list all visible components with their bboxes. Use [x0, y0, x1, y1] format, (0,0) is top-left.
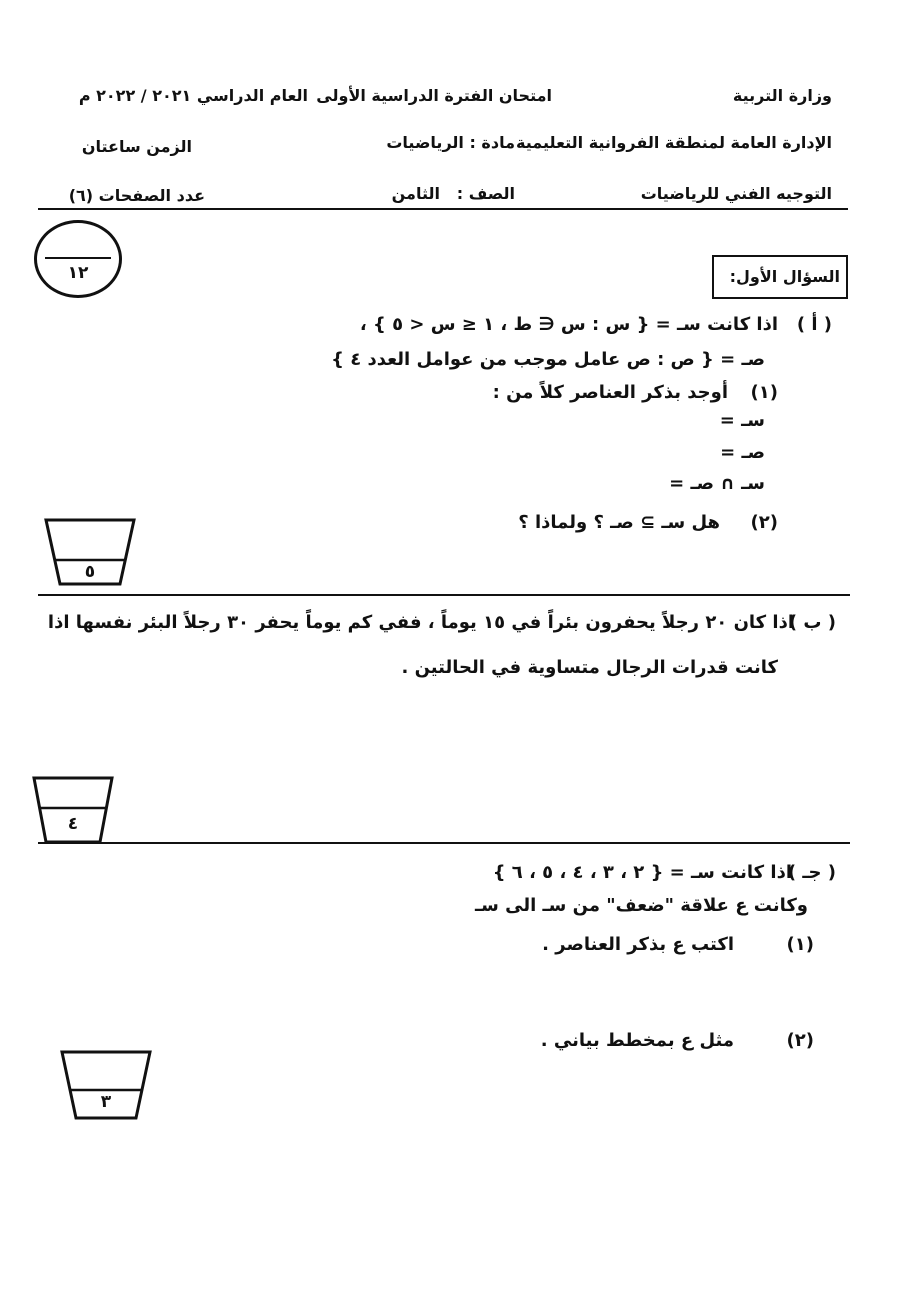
part-a-sub2-text: هل سـ ⊇ صـ ؟ ولماذا ؟ [518, 512, 720, 533]
total-score-circle [34, 220, 122, 298]
part-c-sub1-text: اكتب ع بذكر العناصر . [542, 934, 734, 955]
part-c-line2: وكانت ع علاقة "ضعف" من سـ الى سـ [475, 895, 808, 916]
part-a-sub1-text: أوجد بذكر العناصر كلاً من : [492, 382, 728, 403]
grade-value: الثامن [391, 184, 440, 203]
part-c-line1: اذا كانت سـ = { ٢ ، ٣ ، ٤ ، ٥ ، ٦ } [492, 862, 792, 883]
part-c-sub2-text: مثل ع بمخطط بياني . [540, 1030, 734, 1051]
part-b-label: ( ب ) [788, 612, 836, 633]
part-a-sub2-number: (٢) [750, 512, 778, 533]
part-a-sub1-number: (١) [750, 382, 778, 403]
part-a-label: ( أ ) [796, 314, 832, 335]
part-b-score-bucket [32, 776, 114, 844]
exam-duration: الزمن ساعتان [81, 137, 192, 156]
set-x-answer-line: سـ = [719, 410, 765, 431]
part-a-score: ٥ [84, 562, 96, 582]
academic-year: العام الدراسي ٢٠٢١ / ٢٠٢٢ م [78, 86, 308, 105]
set-y-answer-line: صـ = [720, 442, 765, 463]
administration-name: الإدارة العامة لمنطقة الفروانية التعليمية [516, 133, 832, 152]
total-score: ١٢ [67, 263, 89, 283]
part-b-line1: اذا كان ٢٠ رجلاً يحفرون بئراً في ١٥ يوماً ، ففي كم يوماً يحفر ٣٠ رجلاً البئر نفسها اذا [47, 612, 794, 633]
pages-count: عدد الصفحات (٦) [68, 186, 205, 205]
question-title-box [712, 255, 848, 299]
header-divider [38, 208, 848, 210]
score-divider [45, 257, 111, 259]
intersection-answer-line: سـ ∩ صـ = [669, 473, 765, 494]
part-b-score: ٤ [67, 814, 79, 834]
part-a-score-bucket [44, 518, 136, 586]
part-c-score-bucket [60, 1050, 152, 1120]
part-a-line2: صـ = { ص : ص عامل موجب من عوامل العدد ٤ } [331, 349, 765, 370]
part-b-divider [38, 842, 850, 844]
part-a-line1: اذا كانت سـ = { س : س ∈ ط ، ١ ≤ س < ٥ } ، [359, 314, 778, 335]
question-title: السؤال الأول: [729, 267, 840, 286]
part-c-label: ( جـ ) [787, 862, 836, 883]
subject-label: مادة : الرياضيات [386, 133, 515, 152]
grade-label: الصف : [456, 184, 515, 203]
supervision-name: التوجيه الفني للرياضيات [640, 184, 832, 203]
exam-title: امتحان الفترة الدراسية الأولى [316, 86, 552, 105]
part-a-divider [38, 594, 850, 596]
part-c-sub1-number: (١) [786, 934, 814, 955]
part-c-sub2-number: (٢) [786, 1030, 814, 1051]
part-b-line2: كانت قدرات الرجال متساوية في الحالتين . [401, 657, 778, 678]
part-c-score: ٣ [100, 1092, 112, 1112]
ministry-name: وزارة التربية [732, 86, 832, 105]
